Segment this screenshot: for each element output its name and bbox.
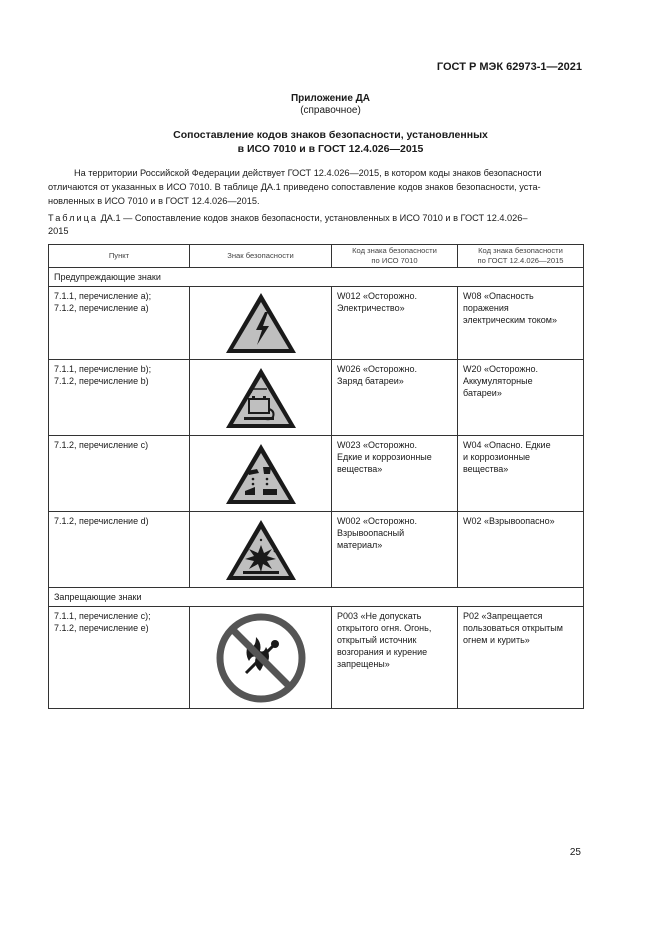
row-gost-code: W02 «Взрывоопасно» [458, 512, 584, 588]
intro-paragraph [48, 166, 582, 208]
table-row [49, 287, 584, 360]
header-iso: Код знака безопасности по ИСО 7010 [332, 245, 458, 268]
table-caption-text: ДА.1 — Сопоставление кодов знаков безопасности, установленных в ИСО 7010 и в ГОСТ 12.4.026– [98, 213, 528, 223]
row-iso-code: W002 «Осторожно. Взрывоопасный материал» [332, 512, 458, 588]
table-header-row [49, 245, 584, 268]
table-caption-word: Таблица [48, 213, 99, 223]
row-sign [190, 360, 332, 436]
corrosive-warning-icon [223, 441, 299, 507]
electricity-warning-icon [223, 290, 299, 356]
battery-warning-icon [223, 365, 299, 431]
row-gost-code: P02 «Запрещается пользоваться открытым огнем и курить» [458, 607, 584, 709]
table-row [49, 436, 584, 512]
annex-subtitle: (справочное) [300, 105, 361, 116]
paragraph-line: отличаются от указанных в ИСО 7010. В таблице ДА.1 приведено сопоставление кодов знаков безопасности, уста- [48, 182, 541, 192]
row-item: 7.1.1, перечисление b); 7.1.2, перечисление b) [49, 360, 190, 436]
row-iso-code: P003 «Не допускать открытого огня. Огонь, открытый источник возгорания и курение запрещены» [332, 607, 458, 709]
table-row [49, 360, 584, 436]
group-row-warning [49, 268, 584, 287]
row-sign [190, 512, 332, 588]
row-item: 7.1.1, перечисление c); 7.1.2, перечисление e) [49, 607, 190, 709]
group-row-prohibit [49, 588, 584, 607]
header-sign: Знак безопасности [190, 245, 332, 268]
paragraph-line: новленных в ИСО 7010 и в ГОСТ 12.4.026—2015. [48, 196, 260, 206]
row-iso-code: W026 «Осторожно. Заряд батареи» [332, 360, 458, 436]
page-number: 25 [569, 847, 581, 858]
standard-header: ГОСТ Р МЭК 62973-1—2021 [436, 61, 582, 73]
row-sign [190, 436, 332, 512]
row-iso-code: W012 «Осторожно. Электричество» [332, 287, 458, 360]
paragraph-line: На территории Российской Федерации действует ГОСТ 12.4.026—2015, в котором коды знаков безопасности [74, 168, 542, 178]
no-open-flame-icon [216, 613, 306, 703]
section-title-line2: в ИСО 7010 и в ГОСТ 12.4.026—2015 [237, 143, 424, 155]
header-gost: Код знака безопасности по ГОСТ 12.4.026—2015 [458, 245, 584, 268]
row-sign [190, 607, 332, 709]
row-gost-code: W08 «Опасность поражения электрическим током» [458, 287, 584, 360]
annex-title: Приложение ДА [290, 93, 371, 104]
table-row [49, 512, 584, 588]
table-caption-line2: 2015 [48, 226, 69, 236]
row-gost-code: W04 «Опасно. Едкие и коррозионные вещества» [458, 436, 584, 512]
group-warning-label: Предупреждающие знаки [49, 268, 584, 287]
header-item: Пункт [49, 245, 190, 268]
group-prohibit-label: Запрещающие знаки [49, 588, 584, 607]
explosive-warning-icon [223, 517, 299, 583]
table-row [49, 607, 584, 709]
row-item: 7.1.2, перечисление c) [49, 436, 190, 512]
comparison-table [48, 244, 584, 709]
row-sign [190, 287, 332, 360]
section-title-line1: Сопоставление кодов знаков безопасности, установленных [173, 129, 488, 141]
row-item: 7.1.1, перечисление a); 7.1.2, перечисление a) [49, 287, 190, 360]
row-gost-code: W20 «Осторожно. Аккумуляторные батареи» [458, 360, 584, 436]
table-caption [48, 212, 582, 238]
row-item: 7.1.2, перечисление d) [49, 512, 190, 588]
row-iso-code: W023 «Осторожно. Едкие и коррозионные вещества» [332, 436, 458, 512]
